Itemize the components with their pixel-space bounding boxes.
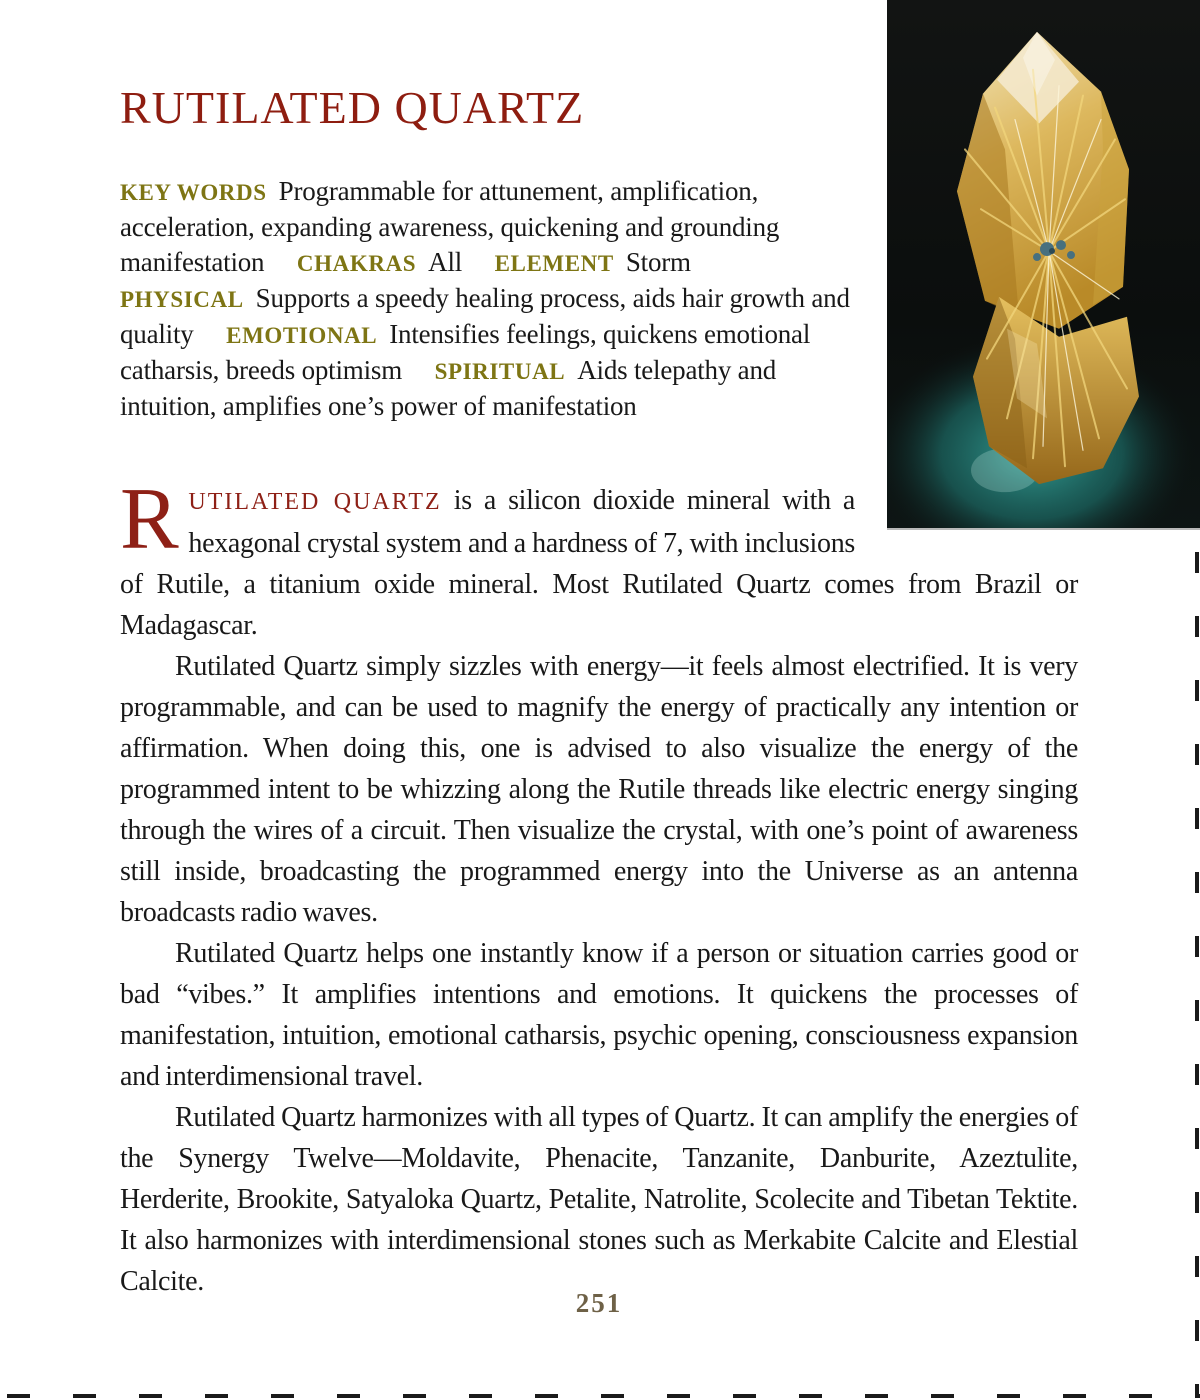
keyword-label: CHAKRAS [296,251,417,276]
article-body [120,471,1078,1302]
keyword-label: PHYSICAL [120,287,244,312]
keyword-segment [495,247,691,277]
keyword-label: ELEMENT [494,251,614,276]
keyword-text: Aids telepathy and intuition, amplifies one’s power of manifestation [120,355,777,421]
page-number: 251 [575,1288,623,1318]
keyword-text: All [428,247,463,277]
bottom-edge-dash-marks [7,1394,1200,1398]
paragraph: Rutilated Quartz simply sizzles with energy—it feels almost electrified. It is very programmable, and can be used to magnify the energy of practically any intention or affirmation. When doing this, one is advised to also visualize the energy of the programmed intent to be whizzing along the Rutile threads like electric energy singing through the wires of a circuit. Then visualize the crystal, with one’s point of awareness still inside, broadcasting the programmed energy into the Universe as an antenna broadcasts radio waves. [120,651,1078,928]
lead-smallcaps: UTILATED QUARTZ [188,489,442,515]
rutilated-quartz-photo [887,0,1200,530]
keyword-label: KEY WORDS [120,180,267,205]
keyword-label: SPIRITUAL [434,359,566,384]
keyword-text: Storm [625,247,691,277]
paragraph: Rutilated Quartz helps one instantly know if a person or situation carries good or bad “vibes.” It amplifies intentions and emotions. It quickens the processes of manifestation, intuition, emotional catharsis, psychic opening, consciousness expansion and interdimensional travel. [120,938,1078,1092]
keyword-segment [297,247,462,277]
crystal-illustration [887,0,1200,528]
keyword-text: Intensifies feelings, quickens emotional catharsis, breeds optimism [120,319,811,385]
keyword-label: EMOTIONAL [226,323,378,348]
keyword-text: Supports a speedy healing process, aids hair growth and quality [120,283,850,349]
paragraph: Rutilated Quartz harmonizes with all types of Quartz. It can amplify the energies of the Synergy Twelve—Moldavite, Phenacite, Tanzanite, Danburite, Azeztulite, Herderite, Brookite, Satyaloka Quartz, Petalite, Natrolite, Scolecite and Tibetan Tektite. It also harmonizes with interdimensional stones such as Merkabite Calcite and Elestial Calcite. [120,1102,1078,1297]
paragraph-lead-text: is a silicon dioxide mineral with a hexagonal crystal system and a hardness of 7, with inclusions of Rutile, a titanium oxide mineral. Most Rutilated Quartz comes from Brazil or Madagascar. [120,485,1078,641]
keyword-text: Programmable for attunement, amplification, acceleration, expanding awareness, quickening and grounding manifestation [120,176,780,277]
dropcap: R [120,471,179,568]
page-title: RUTILATED QUARTZ [120,82,585,133]
right-edge-tick-marks [1195,552,1199,1398]
